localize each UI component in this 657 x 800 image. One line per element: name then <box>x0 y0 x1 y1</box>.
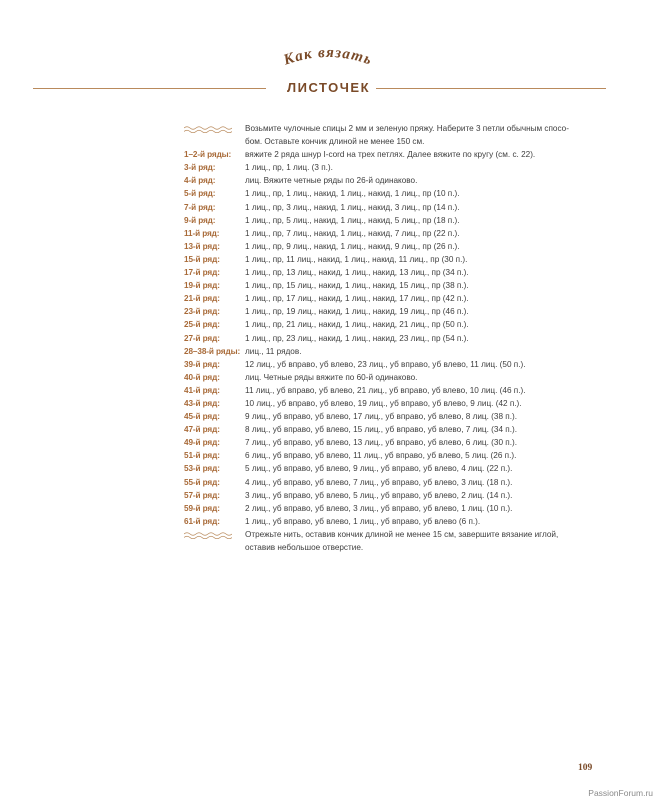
instruction-row <box>184 410 604 423</box>
outro-line: оставив небольшое отверстие. <box>245 543 364 552</box>
instruction-row <box>184 345 604 358</box>
page-subtitle: ЛИСТОЧЕК <box>287 80 370 95</box>
row-label: 43-й ряд: <box>184 398 220 408</box>
row-text: 1 лиц., пр, 13 лиц., накид, 1 лиц., накид, 13 лиц., пр (34 п.). <box>245 268 469 278</box>
row-label: 17-й ряд: <box>184 268 220 278</box>
row-text: лиц. Вяжите четные ряды по 26-й одинаково. <box>245 176 418 186</box>
row-text: 1 лиц., пр, 9 лиц., накид, 1 лиц., накид, 9 лиц., пр (26 п.). <box>245 241 460 251</box>
page-header <box>0 40 657 100</box>
row-text: 1 лиц., пр, 3 лиц., накид, 1 лиц., накид, 3 лиц., пр (14 п.). <box>245 202 460 212</box>
row-label: 19-й ряд: <box>184 281 220 291</box>
outro-line: Отрежьте нить, оставив кончик длиной не менее 15 см, завершите вязание иглой, <box>245 529 559 539</box>
row-text: 9 лиц., уб вправо, уб влево, 17 лиц., уб вправо, уб влево, 8 лиц. (38 п.). <box>245 412 517 422</box>
row-label: 13-й ряд: <box>184 241 220 251</box>
row-label: 40-й ряд: <box>184 372 220 382</box>
row-label: 15-й ряд: <box>184 254 220 264</box>
wave-divider-icon <box>184 122 245 148</box>
row-text: 1 лиц., пр, 15 лиц., накид, 1 лиц., накид, 15 лиц., пр (38 п.). <box>245 281 469 291</box>
row-text: 1 лиц., пр, 23 лиц., накид, 1 лиц., накид, 23 лиц., пр (54 п.). <box>245 333 469 343</box>
row-label: 47-й ряд: <box>184 425 220 435</box>
row-label: 9-й ряд: <box>184 215 216 225</box>
row-label: 11-й ряд: <box>184 228 220 238</box>
title-arc <box>0 40 657 80</box>
row-list <box>184 148 604 528</box>
watermark: PassionForum.ru <box>588 788 653 798</box>
instruction-row <box>184 515 604 528</box>
row-text: 1 лиц., пр, 7 лиц., накид, 1 лиц., накид, 7 лиц., пр (22 п.). <box>245 228 460 238</box>
instruction-row <box>184 148 604 161</box>
instruction-row <box>184 292 604 305</box>
row-label: 57-й ряд: <box>184 490 220 500</box>
row-label: 7-й ряд: <box>184 202 216 212</box>
row-text: 6 лиц., уб вправо, уб влево, 11 лиц., уб вправо, уб влево, 5 лиц. (26 п.). <box>245 451 517 461</box>
instruction-row <box>184 371 604 384</box>
row-label: 51-й ряд: <box>184 451 220 461</box>
instruction-row <box>184 502 604 515</box>
row-text: 7 лиц., уб вправо, уб влево, 13 лиц., уб вправо, уб влево, 6 лиц. (30 п.). <box>245 438 517 448</box>
instruction-row <box>184 318 604 331</box>
instruction-row <box>184 214 604 227</box>
instruction-row <box>184 449 604 462</box>
instruction-row <box>184 436 604 449</box>
row-label: 41-й ряд: <box>184 385 220 395</box>
instruction-row <box>184 423 604 436</box>
row-label: 49-й ряд: <box>184 438 220 448</box>
row-text: 2 лиц., уб вправо, уб влево, 3 лиц., уб вправо, уб влево, 1 лиц. (10 п.). <box>245 503 513 513</box>
row-text: 1 лиц., уб вправо, уб влево, 1 лиц., уб вправо, уб влево (6 п.). <box>245 516 481 526</box>
intro-line: Возьмите чулочные спицы 2 мм и зеленую пряжу. Наберите 3 петли обычным спосо- <box>245 124 569 133</box>
row-text: 4 лиц., уб вправо, уб влево, 7 лиц., уб вправо, уб влево, 3 лиц. (18 п.). <box>245 477 513 487</box>
row-label: 61-й ряд: <box>184 516 220 526</box>
row-label: 27-й ряд: <box>184 333 220 343</box>
instruction-row <box>184 489 604 502</box>
row-text: 1 лиц., пр, 11 лиц., накид, 1 лиц., накид, 11 лиц., пр (30 п.). <box>245 254 468 264</box>
intro-line: бом. Оставьте кончик длиной не менее 150 см. <box>245 137 425 147</box>
instruction-row <box>184 397 604 410</box>
instruction-row <box>184 187 604 200</box>
row-text: 11 лиц., уб вправо, уб влево, 21 лиц., уб вправо, уб влево, 10 лиц. (46 п.). <box>245 385 526 395</box>
instruction-row <box>184 161 604 174</box>
row-label: 55-й ряд: <box>184 477 220 487</box>
row-label: 1–2-й ряды: <box>184 150 232 160</box>
instruction-row <box>184 358 604 371</box>
instruction-row <box>184 201 604 214</box>
instruction-row <box>184 332 604 345</box>
row-text: 1 лиц., пр, 17 лиц., накид, 1 лиц., накид, 17 лиц., пр (42 п.). <box>245 294 469 304</box>
instruction-row <box>184 253 604 266</box>
row-text: лиц. Четные ряды вяжите по 60-й одинаково. <box>245 372 418 382</box>
row-label: 21-й ряд: <box>184 294 220 304</box>
instruction-row <box>184 279 604 292</box>
row-label: 3-й ряд: <box>184 163 216 173</box>
row-label: 5-й ряд: <box>184 189 216 199</box>
intro-block <box>184 122 604 148</box>
page-title: Как вязать <box>281 44 375 69</box>
row-text: 10 лиц., уб вправо, уб влево, 19 лиц., уб вправо, уб влево, 9 лиц. (42 п.). <box>245 398 522 408</box>
row-text: 3 лиц., уб вправо, уб влево, 5 лиц., уб вправо, уб влево, 2 лиц. (14 п.). <box>245 490 513 500</box>
wave-divider-icon <box>184 528 245 554</box>
row-text: 1 лиц., пр, 19 лиц., накид, 1 лиц., накид, 19 лиц., пр (46 п.). <box>245 307 469 317</box>
row-label: 25-й ряд: <box>184 320 220 330</box>
row-text: 1 лиц., пр, 5 лиц., накид, 1 лиц., накид, 5 лиц., пр (18 п.). <box>245 215 460 225</box>
row-text: 1 лиц., пр, 21 лиц., накид, 1 лиц., накид, 21 лиц., пр (50 п.). <box>245 320 469 330</box>
instruction-row <box>184 305 604 318</box>
instructions <box>184 122 604 554</box>
instruction-row <box>184 266 604 279</box>
row-text: вяжите 2 ряда шнур I-cord на трех петлях. Далее вяжите по кругу (см. с. 22). <box>245 150 536 160</box>
instruction-row <box>184 384 604 397</box>
row-label: 53-й ряд: <box>184 464 220 474</box>
instruction-row <box>184 240 604 253</box>
row-label: 28–38-й ряды: <box>184 346 241 356</box>
row-text: лиц., 11 рядов. <box>245 346 302 356</box>
instruction-row <box>184 462 604 475</box>
row-label: 4-й ряд: <box>184 176 216 186</box>
instruction-row <box>184 476 604 489</box>
row-text: 1 лиц., пр, 1 лиц., накид, 1 лиц., накид, 1 лиц., пр (10 п.). <box>245 189 460 199</box>
row-text: 1 лиц., пр, 1 лиц. (3 п.). <box>245 163 333 173</box>
row-label: 23-й ряд: <box>184 307 220 317</box>
row-text: 12 лиц., уб вправо, уб влево, 23 лиц., уб вправо, уб влево, 11 лиц. (50 п.). <box>245 359 526 369</box>
page-number: 109 <box>578 763 593 773</box>
row-label: 39-й ряд: <box>184 359 220 369</box>
row-label: 45-й ряд: <box>184 412 220 422</box>
instruction-row <box>184 227 604 240</box>
outro-block <box>184 528 604 554</box>
row-text: 5 лиц., уб вправо, уб влево, 9 лиц., уб вправо, уб влево, 4 лиц. (22 п.). <box>245 464 513 474</box>
row-text: 8 лиц., уб вправо, уб влево, 15 лиц., уб вправо, уб влево, 7 лиц. (34 п.). <box>245 425 517 435</box>
instruction-row <box>184 174 604 187</box>
row-label: 59-й ряд: <box>184 503 220 513</box>
